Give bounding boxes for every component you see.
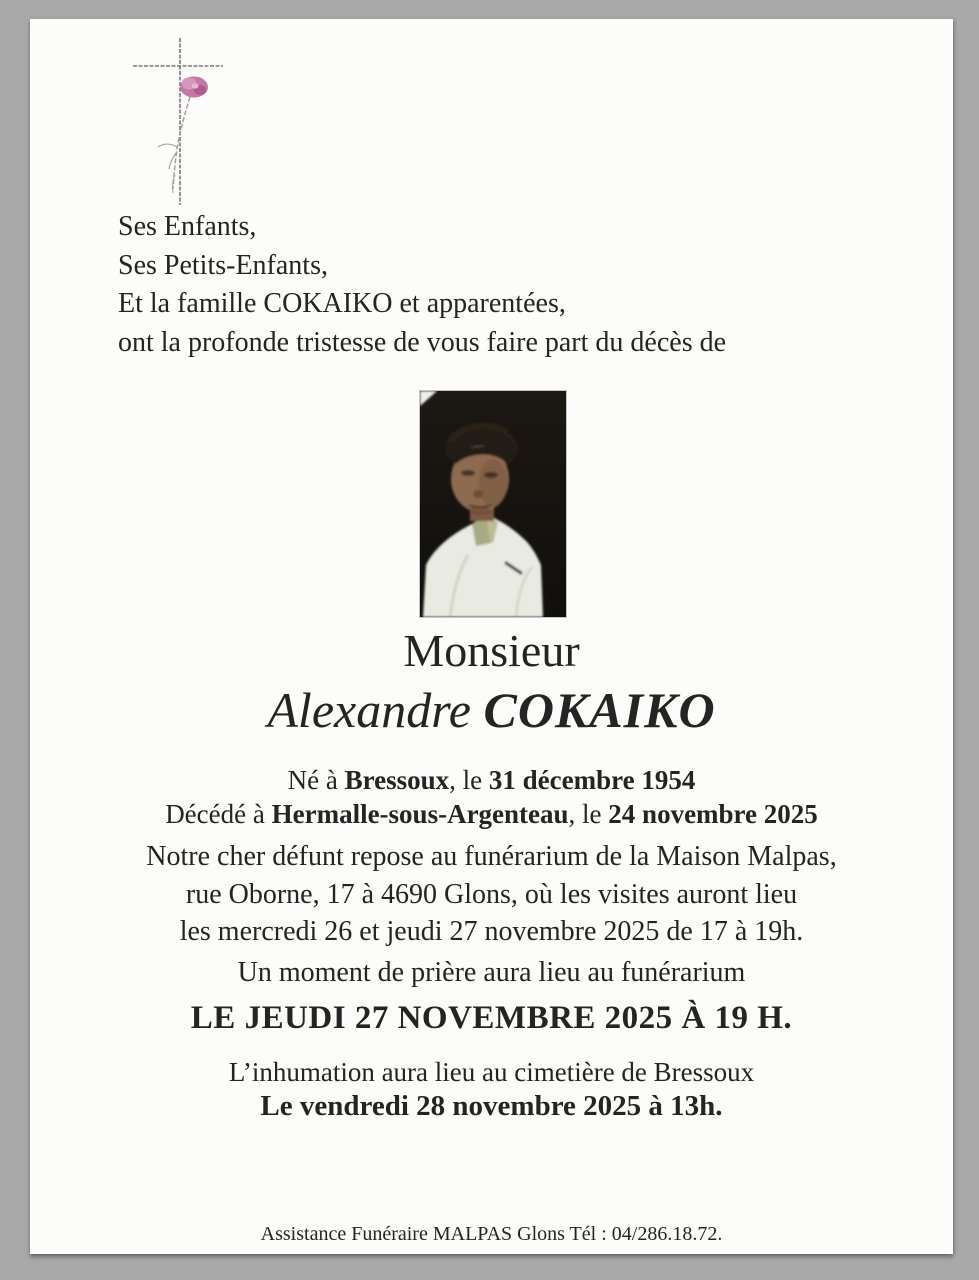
portrait-photo <box>419 390 567 618</box>
deceased-first-name: Alexandre <box>267 682 484 738</box>
funerarium-line: Notre cher défunt repose au funérarium de la Maison Malpas, <box>146 841 837 872</box>
deceased-title: Monsieur <box>403 625 580 676</box>
intro-line: Ses Enfants, <box>118 211 257 242</box>
funerarium-text <box>30 838 953 951</box>
intro-line: Ses Petits-Enfants, <box>118 249 328 281</box>
death-line <box>30 799 953 830</box>
funerarium-line: rue Oborne, 17 à 4690 Glons, où les visites auront lieu <box>185 878 798 910</box>
birth-prefix: Né à <box>287 765 345 795</box>
death-prefix: Décédé à <box>165 799 272 829</box>
death-mid: , le <box>568 799 609 829</box>
intro-text <box>118 208 726 362</box>
portrait-photo-art <box>420 391 566 617</box>
birth-place: Bressoux <box>344 765 450 795</box>
death-place: Hermalle-sous-Argenteau <box>271 799 569 829</box>
announcement-card <box>30 19 953 1254</box>
deceased-name <box>30 681 953 739</box>
birth-mid: , le <box>449 765 489 795</box>
intro-line: ont la profonde tristesse de vous faire part du décès de <box>118 326 727 358</box>
burial-line: L’inhumation aura lieu au cimetière de Bressoux <box>228 1057 755 1087</box>
funeral-home-footer: Assistance Funéraire MALPAS Glons Tél : 04/286.18.72. <box>260 1223 723 1245</box>
burial-date-line: Le vendredi 28 novembre 2025 à 13h. <box>260 1090 723 1122</box>
prayer-line: Un moment de prière aura lieu au funérarium <box>237 957 746 988</box>
death-date: 24 novembre 2025 <box>608 799 818 829</box>
intro-line: Et la famille COKAIKO et apparentées, <box>118 288 566 319</box>
deceased-last-name: COKAIKO <box>483 682 716 738</box>
birth-date: 31 décembre 1954 <box>488 765 696 795</box>
prayer-date-line: LE JEUDI 27 NOVEMBRE 2025 À 19 H. <box>190 1000 793 1036</box>
cross-with-rose-icon <box>130 35 226 211</box>
funerarium-line: les mercredi 26 et jeudi 27 novembre 2025 de 17 à 19h. <box>179 916 804 947</box>
birth-line <box>30 765 953 796</box>
